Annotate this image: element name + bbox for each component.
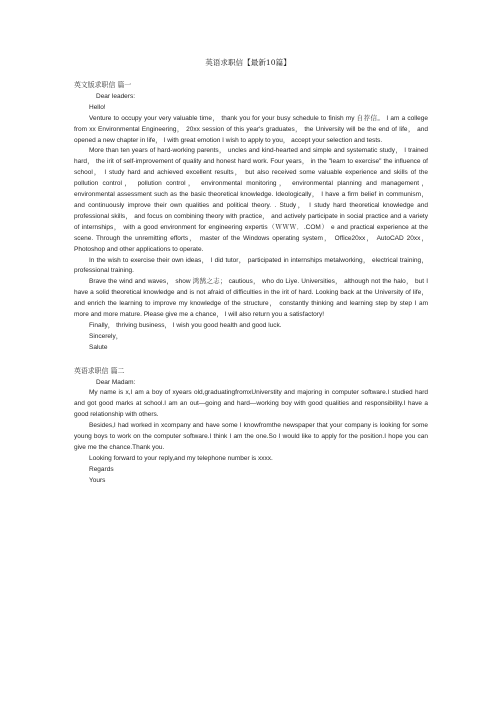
salutation: Dear leaders: (96, 92, 136, 100)
closing: Regards (89, 465, 114, 473)
paragraph: Besides,I had worked in xcompany and have some I knowfromthe newspaper that your company is looking for some young boys to work on the computer software.I think I am the one.So I would like to apply for the position.I hope you can give me the chance.Thank you. (74, 422, 428, 451)
paragraph: More than ten years of hard-working parents， uncles and kind-hearted and simple and systematic study， I trained hard， the irit of self-improvement of quality and honest hard work. Four years， in the "learn to exercise" the influence of school， I study hard and achieved excellent results， but also received some valuable experience and skills of the pollution control， pollution control， environmental monitoring， environmental planning and management， environmental assessment such as the basic theoretical knowledge. Ideologically， I have a firm belief in communism， and continuously improve their own qualities and political theory. . Study， I study hard theoretical knowledge and professional skills， and focus on combining theory with practice， and actively participate in social practice and a variety of internships， with a good environment for engineering expertis（ＷＷＷ．.COM） e and practical experience at the scene. Through the unremitting efforts， master of the Windows operating system， Office20xx， AutoCAD 20xx， Photoshop and other applications to operate. (74, 147, 428, 253)
section-heading-1: 英文版求职信 篇一 (74, 81, 132, 89)
greeting: Hello! (89, 103, 106, 111)
closing: Sincerely， (89, 332, 123, 340)
closing: Yours (89, 476, 106, 484)
section-heading-2: 英语求职信 篇二 (74, 366, 125, 375)
document-body (74, 80, 428, 487)
paragraph: Venture to occupy your very valuable time， thank you for your busy schedule to finish my 自荐信。 I am a college from xx Environmental Engineering， 20xx session of this year's graduates， the University will be the end of life， and opened a new chapter in life， I with great emotion I wish to apply to you， accept your selection and tests. (74, 114, 428, 144)
paragraph: Brave the wind and waves， show 鸿鹄之志； cautious， who do Liye. Universities， although not the halo， but I have a solid theoretical knowledge and is not afraid of difficulties in the irit of hard. Looking back at the University of life， and enrich the learning to improve my knowledge of the structure， constantly thinking and learning step by step I am more and more mature. Please give me a chance， I will also return you a satisfactory! (74, 278, 428, 319)
closing: Salute (89, 343, 108, 351)
paragraph: Finally， thriving business， I wish you good health and good luck. (89, 321, 282, 329)
paragraph: Looking forward to your reply,and my telephone number is xxxx. (89, 454, 273, 462)
document-title: 英语求职信【最新10篇】 (205, 58, 291, 67)
paragraph: In the wish to exercise their own ideas， I did tutor， participated in internships metalworking， electrical training， professional training. (74, 256, 428, 275)
paragraph: My name is x,I am a boy of xyears old,graduatingfromxUniverstity and majoring in computer software.I studied hard and got good marks at school.I am an out—going and hard—working boy with good qualities and responsibility.I have a good relationship with others. (74, 389, 428, 419)
salutation: Dear Madam: (96, 378, 136, 386)
